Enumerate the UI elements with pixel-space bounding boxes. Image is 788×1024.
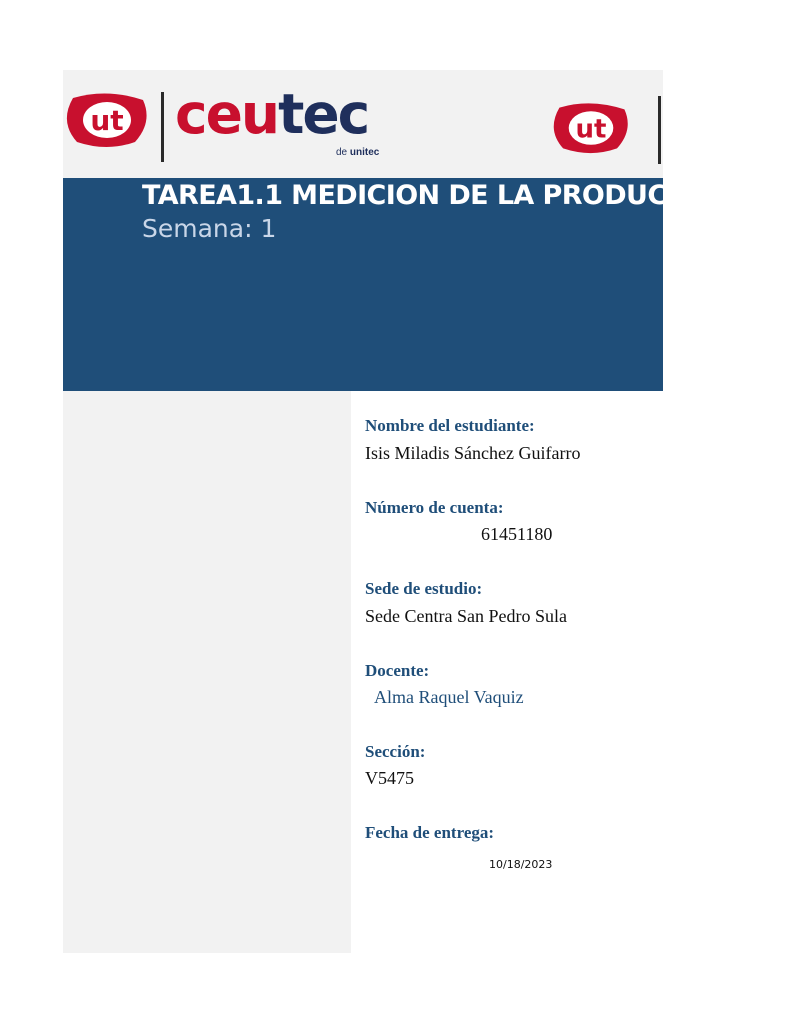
document-page <box>63 70 788 953</box>
campus-value: Sede Centra San Pedro Sula <box>365 606 567 626</box>
logo-sub-brand: unitec <box>349 147 380 158</box>
teacher-value: Alma Raquel Vaquiz <box>374 687 524 707</box>
date-value: 10/18/2023 <box>489 858 553 871</box>
ceutec-logo-secondary <box>552 102 662 172</box>
student-label: Nombre del estudiante: <box>365 416 535 435</box>
logo-wordmark <box>175 82 368 146</box>
ceutec-logo <box>65 82 405 162</box>
logo-separator <box>161 92 164 162</box>
logo-subtext <box>336 147 379 158</box>
page-title: TAREA1.1 MEDICION DE LA PRODUCTIVIDAD <box>142 180 788 211</box>
teacher-label: Docente: <box>365 661 430 680</box>
student-value: Isis Miladis Sánchez Guifarro <box>365 443 581 463</box>
section-label: Sección: <box>365 742 426 761</box>
logo-separator <box>658 96 661 164</box>
logo-word-ceu: ceu <box>175 82 279 146</box>
account-value: 61451180 <box>481 524 553 544</box>
svg-text:ut: ut <box>575 114 607 145</box>
side-panel <box>63 391 351 953</box>
logo-word-tec: tec <box>278 82 369 146</box>
ut-badge-icon <box>65 92 149 148</box>
campus-label: Sede de estudio: <box>365 579 483 598</box>
svg-text:ut: ut <box>90 104 124 137</box>
ut-badge-icon <box>552 102 630 154</box>
date-label: Fecha de entrega: <box>365 823 495 842</box>
page-subtitle: Semana: 1 <box>142 214 277 243</box>
logo-sub-prefix: de <box>336 147 348 158</box>
section-value: V5475 <box>365 768 414 788</box>
account-label: Número de cuenta: <box>365 498 504 517</box>
